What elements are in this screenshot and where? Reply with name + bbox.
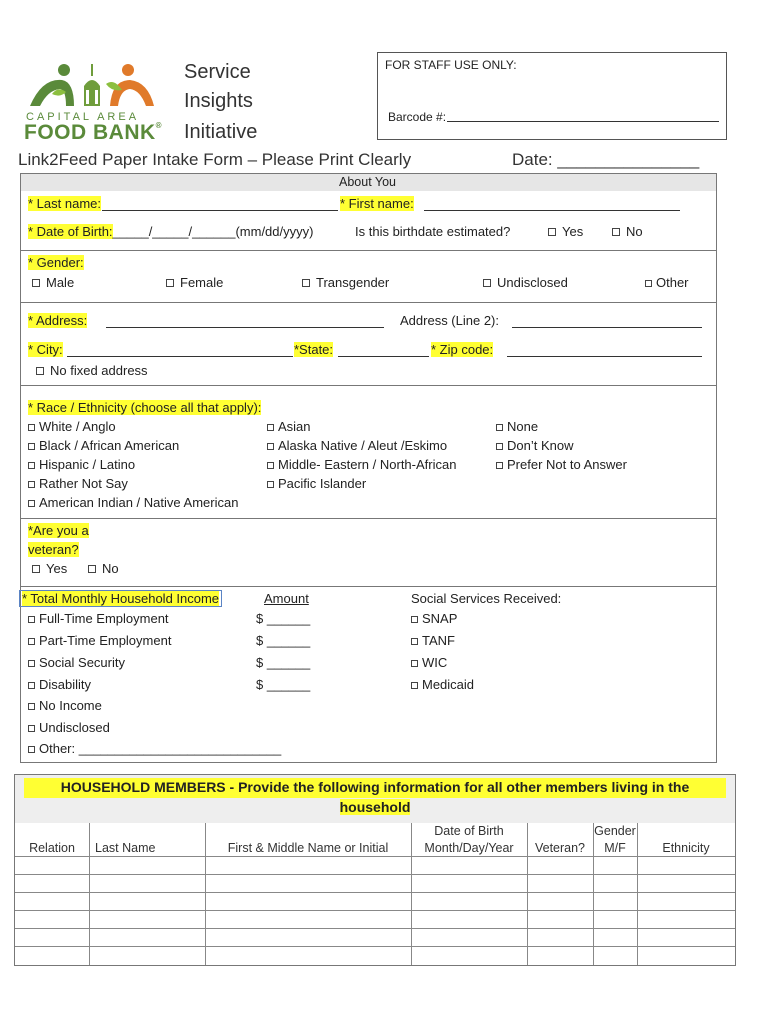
last-name-input[interactable] [102, 210, 338, 211]
dob-estimated-no[interactable] [612, 224, 643, 239]
staff-use-title: FOR STAFF USE ONLY: [385, 58, 517, 72]
veteran-yes-label: Yes [46, 561, 68, 576]
income-source[interactable] [28, 677, 91, 692]
table-row-line [15, 928, 735, 929]
divider [21, 518, 716, 519]
checkbox-icon[interactable] [28, 682, 35, 689]
gender-label-text: * Gender: [28, 255, 84, 270]
logo-figures-icon [22, 56, 162, 114]
checkbox-icon[interactable] [548, 228, 556, 236]
checkbox-icon[interactable] [88, 565, 96, 573]
col-dob-line1: Date of Birth [434, 824, 504, 838]
zip-input[interactable] [507, 356, 702, 357]
amount-field[interactable]: $ ______ [256, 611, 311, 626]
race-option[interactable] [28, 419, 116, 434]
first-name-label [340, 196, 414, 211]
race-option[interactable] [28, 438, 179, 453]
checkbox-icon[interactable] [166, 279, 174, 287]
checkbox-icon[interactable] [496, 443, 503, 450]
address2-input[interactable] [512, 327, 702, 328]
city-state-zip-row [28, 342, 63, 357]
checkbox-icon[interactable] [496, 424, 503, 431]
checkbox-icon[interactable] [411, 638, 418, 645]
table-divider [637, 823, 638, 965]
logo-bottom-text-value: FOOD BANK [24, 121, 156, 144]
race-option[interactable] [28, 495, 238, 510]
race-option[interactable] [496, 438, 573, 453]
dob-estimated-yes[interactable] [548, 224, 583, 239]
table-row-line [15, 856, 735, 857]
address-label [28, 313, 87, 328]
address-label-text: * Address: [28, 313, 88, 328]
race-option[interactable] [267, 438, 447, 453]
race-option-label: Rather Not Say [39, 476, 128, 491]
state-label: *State: [294, 342, 334, 357]
checkbox-icon[interactable] [28, 660, 35, 667]
city-input[interactable] [67, 356, 293, 357]
race-option-label: Prefer Not to Answer [507, 457, 627, 472]
program-title-line3: Initiative [184, 121, 258, 143]
checkbox-icon[interactable] [411, 616, 418, 623]
checkbox-icon[interactable] [36, 367, 44, 375]
income-label [19, 590, 222, 607]
address2-label: Address (Line 2): [400, 313, 499, 328]
logo-bottom-text [24, 121, 162, 145]
dob-estimated-no-label: No [626, 224, 643, 239]
checkbox-icon[interactable] [302, 279, 310, 287]
checkbox-icon[interactable] [28, 638, 35, 645]
social-service-option[interactable] [411, 633, 455, 648]
about-you-header: About You [339, 175, 397, 189]
race-option[interactable] [267, 457, 456, 472]
date-field[interactable]: Date: _______________ [512, 150, 700, 169]
checkbox-icon[interactable] [267, 424, 274, 431]
race-option-label: Pacific Islander [278, 476, 367, 491]
amount-field[interactable]: $ ______ [256, 655, 311, 670]
gender-label [28, 255, 84, 270]
address-input[interactable] [106, 327, 384, 328]
gender-option-female[interactable] [166, 275, 223, 290]
last-name-label-text: * Last name: [28, 196, 101, 211]
checkbox-icon[interactable] [496, 462, 503, 469]
col-last-name: Last Name [95, 841, 156, 855]
social-service-label: SNAP [422, 611, 458, 626]
dob-label: * Date of Birth: [28, 224, 113, 239]
col-ethnicity: Ethnicity [662, 841, 710, 855]
race-option[interactable] [28, 457, 135, 472]
race-option-label: Black / African American [39, 438, 180, 453]
veteran-label-line2 [28, 542, 79, 557]
staff-use-box [377, 52, 727, 140]
state-label-wrap [294, 342, 333, 357]
divider [21, 385, 716, 386]
gender-option-transgender[interactable] [302, 275, 389, 290]
table-divider [89, 823, 90, 965]
gender-undisclosed-label: Undisclosed [497, 275, 568, 290]
checkbox-icon[interactable] [645, 280, 652, 287]
table-divider [593, 823, 594, 965]
household-title-line2 [15, 799, 735, 815]
income-source-other[interactable] [28, 741, 281, 756]
table-divider [205, 823, 206, 965]
program-title-line2: Insights [184, 90, 253, 112]
logo-registered-mark: ® [155, 121, 163, 130]
social-service-label: WIC [422, 655, 448, 670]
race-option[interactable] [496, 419, 538, 434]
table-row-line [15, 892, 735, 893]
race-option-label: Asian [278, 419, 311, 434]
race-label [28, 400, 261, 415]
table-divider [527, 823, 528, 965]
income-label-text: * Total Monthly Household Income [22, 591, 220, 606]
veteran-no[interactable] [88, 561, 119, 576]
gender-male-label: Male [46, 275, 75, 290]
veteran-label-line1 [28, 523, 89, 538]
form-title: Link2Feed Paper Intake Form – Please Print Clearly [18, 150, 412, 169]
race-option-label: Alaska Native / Aleut /Eskimo [278, 438, 448, 453]
amount-field[interactable]: $ ______ [256, 677, 311, 692]
no-fixed-address-label: No fixed address [50, 363, 148, 378]
checkbox-icon[interactable] [28, 500, 35, 507]
gender-option-male[interactable] [32, 275, 74, 290]
race-option[interactable] [496, 457, 627, 472]
income-source-label: Undisclosed [39, 720, 110, 735]
gender-other-label: Other [656, 275, 689, 290]
last-name-label [28, 196, 101, 211]
no-fixed-address-option[interactable] [36, 363, 148, 378]
race-option[interactable] [267, 476, 366, 491]
social-service-option[interactable] [411, 655, 447, 670]
checkbox-icon[interactable] [28, 616, 35, 623]
income-source[interactable] [28, 633, 171, 648]
social-service-option[interactable] [411, 611, 457, 626]
table-row-line [15, 874, 735, 875]
table-divider [411, 823, 412, 965]
program-title-line1: Service [184, 61, 251, 83]
gender-transgender-label: Transgender [316, 275, 390, 290]
checkbox-icon[interactable] [28, 424, 35, 431]
social-services-header: Social Services Received: [411, 591, 562, 606]
checkbox-icon[interactable] [267, 443, 274, 450]
household-members-table [14, 774, 736, 966]
checkbox-icon[interactable] [612, 228, 620, 236]
col-veteran: Veteran? [534, 841, 586, 855]
income-source-label: Social Security [39, 655, 125, 670]
state-input[interactable] [338, 356, 429, 357]
checkbox-icon[interactable] [267, 462, 274, 469]
income-source[interactable] [28, 611, 169, 626]
race-label-text: * Race / Ethnicity (choose all that apply): [28, 400, 262, 415]
race-option-label: Hispanic / Latino [39, 457, 136, 472]
income-source-label: Part-Time Employment [39, 633, 172, 648]
zip-label: * Zip code: [431, 342, 494, 357]
barcode-label: Barcode #: [388, 110, 447, 124]
income-source-label: Full-Time Employment [39, 611, 169, 626]
gender-female-label: Female [180, 275, 224, 290]
col-dob-line2: Month/Day/Year [424, 841, 514, 855]
amount-header: Amount [264, 591, 309, 606]
dob-row [28, 224, 313, 239]
col-gender-line1: Gender [594, 824, 636, 838]
veteran-label-text1: *Are you a [28, 523, 89, 538]
social-service-option[interactable] [411, 677, 474, 692]
amount-field[interactable]: $ ______ [256, 633, 311, 648]
capital-area-food-bank-logo [22, 56, 162, 146]
race-option[interactable] [28, 476, 128, 491]
first-name-label-text: * First name: [340, 196, 414, 211]
first-name-input[interactable] [424, 210, 680, 211]
dob-input[interactable]: _____/_____/______(mm/dd/yyyy) [112, 224, 314, 239]
income-source[interactable] [28, 720, 110, 735]
zip-label-wrap [431, 342, 493, 357]
race-option[interactable] [267, 419, 311, 434]
gender-option-undisclosed[interactable] [483, 275, 568, 290]
city-label: * City: [28, 342, 63, 357]
table-row-line [15, 946, 735, 947]
social-service-label: Medicaid [422, 677, 475, 692]
checkbox-icon[interactable] [32, 565, 40, 573]
checkbox-icon[interactable] [267, 481, 274, 488]
col-relation: Relation [29, 841, 75, 855]
gender-option-other[interactable] [645, 275, 689, 290]
veteran-yes[interactable] [32, 561, 67, 576]
checkbox-icon[interactable] [483, 279, 491, 287]
checkbox-icon[interactable] [28, 725, 35, 732]
divider [21, 250, 716, 251]
household-title-line2-text: household [339, 799, 411, 815]
income-source-other-label: Other: ____________________________ [39, 741, 282, 756]
race-option-label: None [507, 419, 539, 434]
race-option-label: Don’t Know [507, 438, 574, 453]
income-source[interactable] [28, 655, 125, 670]
household-title-line1-top: HOUSEHOLD MEMBERS - Provide the following information for all other members living in the [60, 779, 690, 795]
checkbox-icon[interactable] [28, 481, 35, 488]
dob-estimated-question: Is this birthdate estimated? [355, 224, 511, 239]
table-row-line [15, 910, 735, 911]
race-option-label: Middle- Eastern / North-African [278, 457, 457, 472]
logo-top-text: CAPITAL AREA [26, 111, 140, 123]
income-source-label: Disability [39, 677, 92, 692]
veteran-label-text2: veteran? [28, 542, 79, 557]
barcode-input-line[interactable] [447, 121, 719, 122]
dob-estimated-yes-label: Yes [562, 224, 584, 239]
divider [21, 302, 716, 303]
race-option-label: American Indian / Native American [39, 495, 239, 510]
divider [21, 586, 716, 587]
checkbox-icon[interactable] [32, 279, 40, 287]
veteran-no-label: No [102, 561, 119, 576]
checkbox-icon[interactable] [28, 746, 35, 753]
col-first-middle: First & Middle Name or Initial [227, 841, 389, 855]
checkbox-icon[interactable] [28, 443, 35, 450]
income-source-label: No Income [39, 698, 102, 713]
checkbox-icon[interactable] [411, 682, 418, 689]
income-source[interactable] [28, 698, 102, 713]
checkbox-icon[interactable] [28, 462, 35, 469]
race-option-label: White / Anglo [39, 419, 116, 434]
col-gender-line2: M/F [604, 841, 626, 855]
checkbox-icon[interactable] [411, 660, 418, 667]
checkbox-icon[interactable] [28, 703, 35, 710]
social-service-label: TANF [422, 633, 455, 648]
